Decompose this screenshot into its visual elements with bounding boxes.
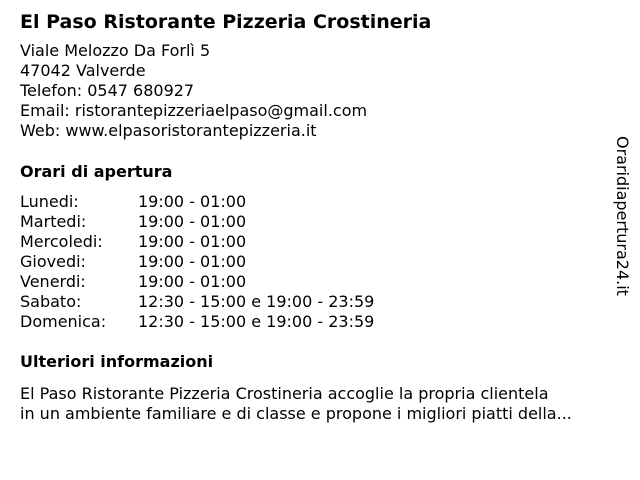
phone-line: Telefon: 0547 680927 [20,81,195,100]
hours-row-saturday [20,292,374,312]
contact-block [20,41,610,141]
hours-row-wednesday [20,232,374,252]
day-label: Martedi: [20,212,87,231]
description-line-2: in un ambiente familiare e di classe e propone i migliori piatti della... [20,404,572,423]
day-label: Mercoledi: [20,232,103,251]
day-hours: 19:00 - 01:00 [138,272,247,291]
day-label: Domenica: [20,312,107,331]
day-hours: 19:00 - 01:00 [138,252,247,271]
day-hours: 19:00 - 01:00 [138,212,247,231]
address-street: Viale Melozzo Da Forlì 5 [20,41,211,60]
day-hours: 12:30 - 15:00 e 19:00 - 23:59 [138,292,375,311]
hours-row-sunday [20,312,374,332]
day-label: Giovedi: [20,252,86,271]
day-label: Venerdi: [20,272,86,291]
hours-row-tuesday [20,212,374,232]
hours-row-thursday [20,252,374,272]
address-city: 47042 Valverde [20,61,146,80]
email-line: Email: ristorantepizzeriaelpaso@gmail.com [20,101,368,120]
description-text [20,384,624,424]
brand-watermark: Oraridiapertura24.it [613,136,632,296]
web-line: Web: www.elpasoristorantepizzeria.it [20,121,317,140]
opening-hours-table [20,192,374,332]
day-hours: 19:00 - 01:00 [138,192,247,211]
hours-row-monday [20,192,374,212]
business-card [20,9,610,424]
business-name: El Paso Ristorante Pizzeria Crostineria [20,11,432,33]
day-label: Sabato: [20,292,82,311]
day-label: Lunedi: [20,192,79,211]
opening-hours-heading: Orari di apertura [20,162,173,181]
hours-row-friday [20,272,374,292]
more-info-heading: Ulteriori informazioni [20,352,214,371]
description-line-1: El Paso Ristorante Pizzeria Crostineria accoglie la propria clientela [20,384,549,403]
day-hours: 12:30 - 15:00 e 19:00 - 23:59 [138,312,375,331]
day-hours: 19:00 - 01:00 [138,232,247,251]
